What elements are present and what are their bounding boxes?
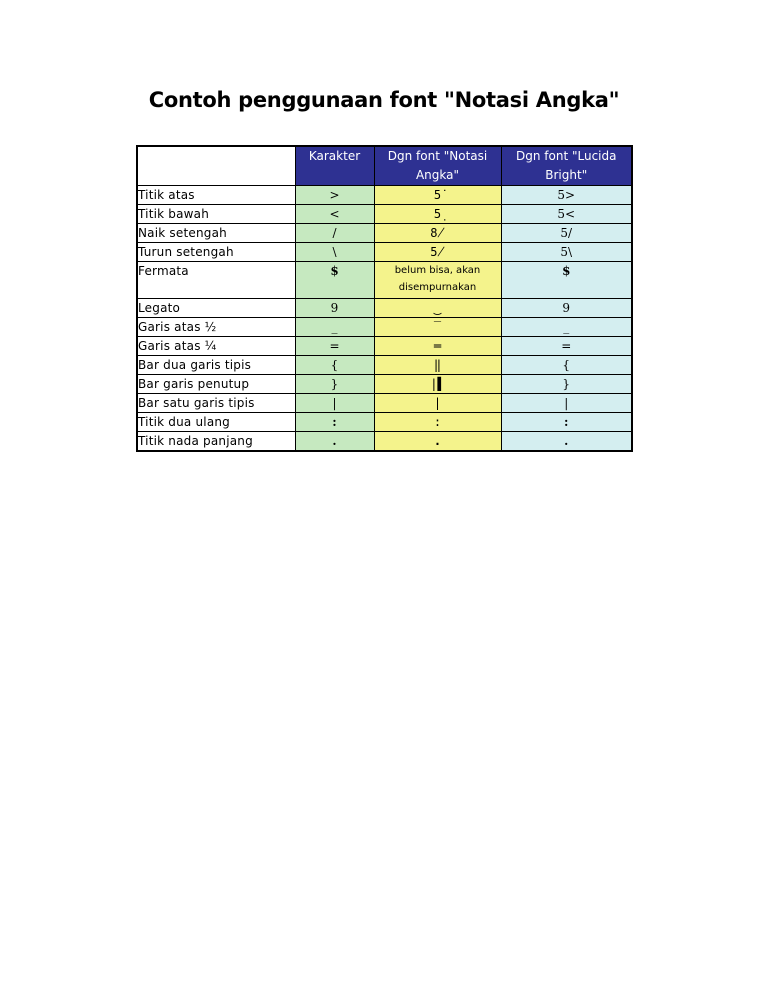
karakter-cell: { bbox=[295, 356, 374, 375]
notasi-cell: ‾ bbox=[374, 318, 501, 337]
lucida-cell: _ bbox=[501, 318, 632, 337]
lucida-cell: 5> bbox=[501, 186, 632, 205]
notasi-cell: ‖ bbox=[374, 356, 501, 375]
karakter-cell: : bbox=[295, 413, 374, 432]
row-label: Garis atas ½ bbox=[137, 318, 295, 337]
table-row bbox=[137, 337, 632, 356]
row-label: Titik atas bbox=[137, 186, 295, 205]
notasi-cell: : bbox=[374, 413, 501, 432]
lucida-cell: : bbox=[501, 413, 632, 432]
karakter-cell: > bbox=[295, 186, 374, 205]
notasi-cell: 8̸ bbox=[374, 224, 501, 243]
lucida-cell: = bbox=[501, 337, 632, 356]
notasi-cell: |▌ bbox=[374, 375, 501, 394]
table-row bbox=[137, 413, 632, 432]
header-lucida-bright: Dgn font "Lucida Bright" bbox=[501, 146, 632, 186]
table-row bbox=[137, 243, 632, 262]
row-label: Bar dua garis tipis bbox=[137, 356, 295, 375]
lucida-cell: | bbox=[501, 394, 632, 413]
table-row bbox=[137, 224, 632, 243]
lucida-cell: . bbox=[501, 432, 632, 452]
notasi-cell: . bbox=[374, 432, 501, 452]
lucida-cell: $ bbox=[501, 262, 632, 299]
table-row bbox=[137, 432, 632, 452]
row-label: Garis atas ¼ bbox=[137, 337, 295, 356]
karakter-cell: \ bbox=[295, 243, 374, 262]
karakter-cell: | bbox=[295, 394, 374, 413]
notasi-cell: 5̇ bbox=[374, 186, 501, 205]
karakter-cell: = bbox=[295, 337, 374, 356]
table-row bbox=[137, 318, 632, 337]
row-label: Bar satu garis tipis bbox=[137, 394, 295, 413]
table-row bbox=[137, 375, 632, 394]
notasi-cell: ═ bbox=[374, 337, 501, 356]
table-row bbox=[137, 299, 632, 318]
page-title: Contoh penggunaan font "Notasi Angka" bbox=[148, 88, 620, 112]
lucida-cell: 9 bbox=[501, 299, 632, 318]
row-label: Titik bawah bbox=[137, 205, 295, 224]
notasi-cell: | bbox=[374, 394, 501, 413]
font-comparison-table bbox=[136, 145, 633, 452]
table-header-row bbox=[137, 146, 632, 186]
lucida-cell: } bbox=[501, 375, 632, 394]
notasi-cell: 5̸ bbox=[374, 243, 501, 262]
karakter-cell: $ bbox=[295, 262, 374, 299]
lucida-cell: { bbox=[501, 356, 632, 375]
row-label: Titik dua ulang bbox=[137, 413, 295, 432]
karakter-cell: _ bbox=[295, 318, 374, 337]
row-label: Turun setengah bbox=[137, 243, 295, 262]
notasi-cell: 5̣ bbox=[374, 205, 501, 224]
header-karakter: Karakter bbox=[295, 146, 374, 186]
lucida-cell: 5/ bbox=[501, 224, 632, 243]
table-row bbox=[137, 186, 632, 205]
karakter-cell: } bbox=[295, 375, 374, 394]
row-label: Legato bbox=[137, 299, 295, 318]
lucida-cell: 5\ bbox=[501, 243, 632, 262]
table-row bbox=[137, 394, 632, 413]
notasi-cell: belum bisa, akan disempurnakan bbox=[374, 262, 501, 299]
karakter-cell: 9 bbox=[295, 299, 374, 318]
notasi-cell: ‿ bbox=[374, 299, 501, 318]
karakter-cell: / bbox=[295, 224, 374, 243]
karakter-cell: . bbox=[295, 432, 374, 452]
table-row bbox=[137, 356, 632, 375]
karakter-cell: < bbox=[295, 205, 374, 224]
header-blank-cell bbox=[137, 146, 295, 186]
row-label: Naik setengah bbox=[137, 224, 295, 243]
row-label: Bar garis penutup bbox=[137, 375, 295, 394]
table-row bbox=[137, 205, 632, 224]
lucida-cell: 5< bbox=[501, 205, 632, 224]
table-row bbox=[137, 262, 632, 299]
row-label: Titik nada panjang bbox=[137, 432, 295, 452]
header-notasi-angka: Dgn font "Notasi Angka" bbox=[374, 146, 501, 186]
row-label: Fermata bbox=[137, 262, 295, 299]
